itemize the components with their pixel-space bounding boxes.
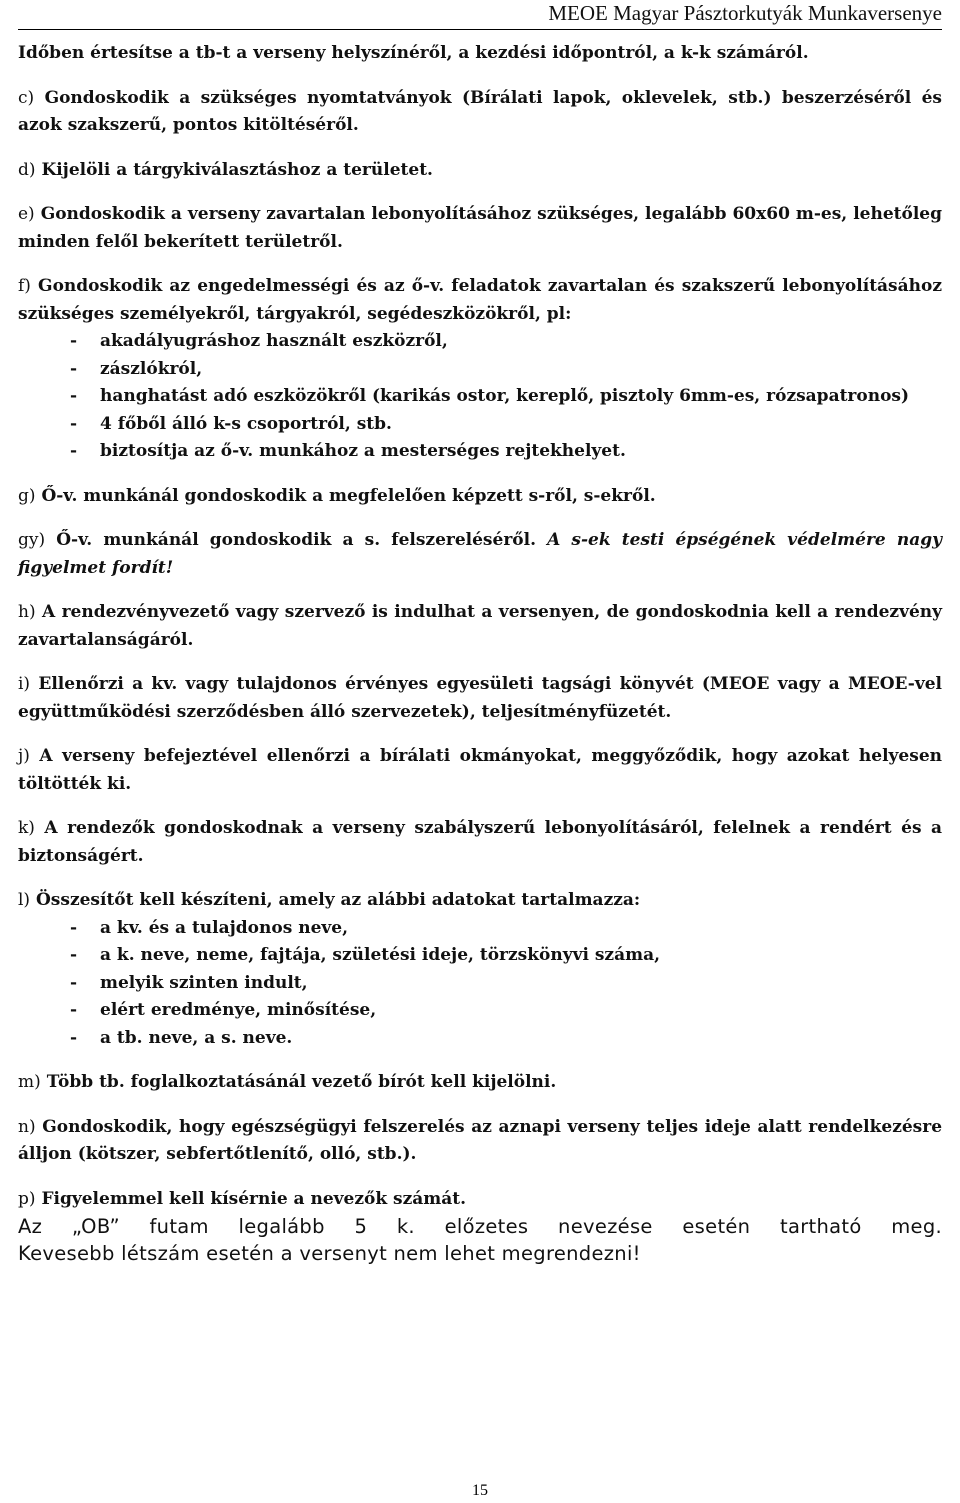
paragraph-gy-text: Ő-v. munkánál gondoskodik a s. felszereléséről. [56, 530, 536, 550]
paragraph-e [18, 201, 942, 256]
paragraph-n [18, 1114, 942, 1169]
paragraph-e-text: Gondoskodik a verseny zavartalan lebonyolításához szükséges, legalább 60x60 m-es, lehetőleg minden felől bekerített területről. [18, 204, 943, 252]
paragraph-h [18, 599, 942, 654]
list-item: - a tb. neve, a s. neve. [70, 1027, 293, 1048]
paragraph-k [18, 815, 942, 870]
paragraph-i-label: i) [18, 674, 31, 694]
list-item: - a kv. és a tulajdonos neve, [70, 917, 348, 938]
paragraph-intro: Időben értesítse a tb-t a verseny helyszínéről, a kezdési időpontról, a k-k számáról. [18, 43, 809, 63]
page-header: MEOE Magyar Pásztorkutyák Munkaversenye [18, 0, 942, 30]
paragraph-j-text: A verseny befejeztével ellenőrzi a bírálati okmányokat, meggyőződik, hogy azokat helyesen töltötték ki. [18, 746, 942, 794]
list-item: - biztosítja az ő-v. munkához a mesterséges rejtekhelyet. [70, 441, 626, 461]
paragraph-gy [18, 527, 942, 582]
paragraph-p-text: Figyelemmel kell kísérnie a nevezők számát. [41, 1188, 467, 1209]
paragraph-n-label: n) [18, 1116, 36, 1137]
paragraph-p-line-3: Kevesebb létszám esetén a versenyt nem lehet megrendezni! [18, 1242, 641, 1265]
paragraph-g-text: Ő-v. munkánál gondoskodik a megfelelően képzett s-ről, s-ekről. [41, 485, 656, 506]
paragraph-l-list [18, 915, 942, 1053]
paragraph-n-text: Gondoskodik, hogy egészségügyi felszerelés az aznapi verseny teljes ideje alatt rendelkezésre álljon (kötszer, sebfertőtlenítő, olló, stb.). [18, 1116, 943, 1164]
paragraph-m-text: Több tb. foglalkoztatásánál vezető bírót kell kijelölni. [46, 1072, 557, 1092]
paragraph-m [18, 1069, 942, 1097]
paragraph-f-list [18, 328, 942, 466]
paragraph-h-label: h) [18, 602, 36, 622]
list-item: - 4 főből álló k-s csoportról, stb. [70, 413, 392, 434]
list-item: - zászlókról, [70, 358, 203, 379]
paragraph-h-text: A rendezvényvezető vagy szervező is indulhat a versenyen, de gondoskodnia kell a rendezvény zavartalanságáról. [18, 602, 942, 650]
paragraph-i-text: Ellenőrzi a kv. vagy tulajdonos érvényes egyesületi tagsági könyvét (MEOE vagy a MEOE-vel együttműködési szerződésben álló szervezetek), teljesítményfüzetét. [18, 674, 943, 722]
paragraph-j [18, 743, 942, 798]
paragraph-f-label: f) [18, 276, 31, 296]
list-item: - melyik szinten indult, [70, 972, 308, 993]
paragraph-p-line-2: Az „OB” futam legalább 5 k. előzetes nevezése esetén tartható meg. [18, 1215, 942, 1238]
list-item: - hanghatást adó eszközökről (karikás ostor, kereplő, pisztoly 6mm-es, rózsapatronos) [70, 386, 910, 406]
paragraph-d-text: Kijelöli a tárgykiválasztáshoz a területet. [41, 159, 433, 180]
paragraph-e-label: e) [18, 204, 35, 224]
page-number: 15 [472, 1482, 488, 1499]
list-item: - elért eredménye, minősítése, [70, 1000, 377, 1020]
paragraph-g [18, 483, 942, 511]
paragraph-l-label: l) [18, 890, 31, 910]
paragraph-g-label: g) [18, 485, 36, 506]
paragraph-l-text: Összesítőt kell készíteni, amely az alábbi adatokat tartalmazza: [36, 890, 641, 910]
paragraph-gy-label: gy) [18, 530, 46, 550]
list-item: - akadályugráshoz használt eszközről, [70, 331, 448, 351]
paragraph-c-label: c) [18, 87, 35, 108]
paragraph-p-label: p) [18, 1188, 36, 1209]
paragraph-m-label: m) [18, 1072, 41, 1092]
paragraph-p [18, 1186, 942, 1268]
paragraph-l [18, 887, 942, 1052]
paragraph-f-text: Gondoskodik az engedelmességi és az ő-v. feladatok zavartalan és szakszerű lebonyolításához szükséges személyekről, tárgyakról, segédeszközökről, pl: [18, 276, 942, 324]
paragraph-f [18, 273, 942, 466]
paragraph-c-text: Gondoskodik a szükséges nyomtatványok (Bírálati lapok, oklevelek, stb.) beszerzéséről és azok szakszerű, pontos kitöltéséről. [18, 87, 943, 135]
paragraph-d [18, 157, 942, 185]
paragraph-gy-emphasis: A s-ek testi épségének védelmére nagy figyelmet fordít! [18, 530, 942, 578]
paragraph-c [18, 85, 942, 140]
paragraph-k-text: A rendezők gondoskodnak a verseny szabályszerű lebonyolításáról, felelnek a rendért és a biztonságért. [18, 818, 942, 866]
paragraph-k-label: k) [18, 818, 35, 838]
paragraph-d-label: d) [18, 159, 36, 180]
list-item: - a k. neve, neme, fajtája, születési ideje, törzskönyvi száma, [70, 945, 661, 965]
paragraph-i [18, 671, 942, 726]
paragraph-j-label: j) [18, 746, 30, 766]
